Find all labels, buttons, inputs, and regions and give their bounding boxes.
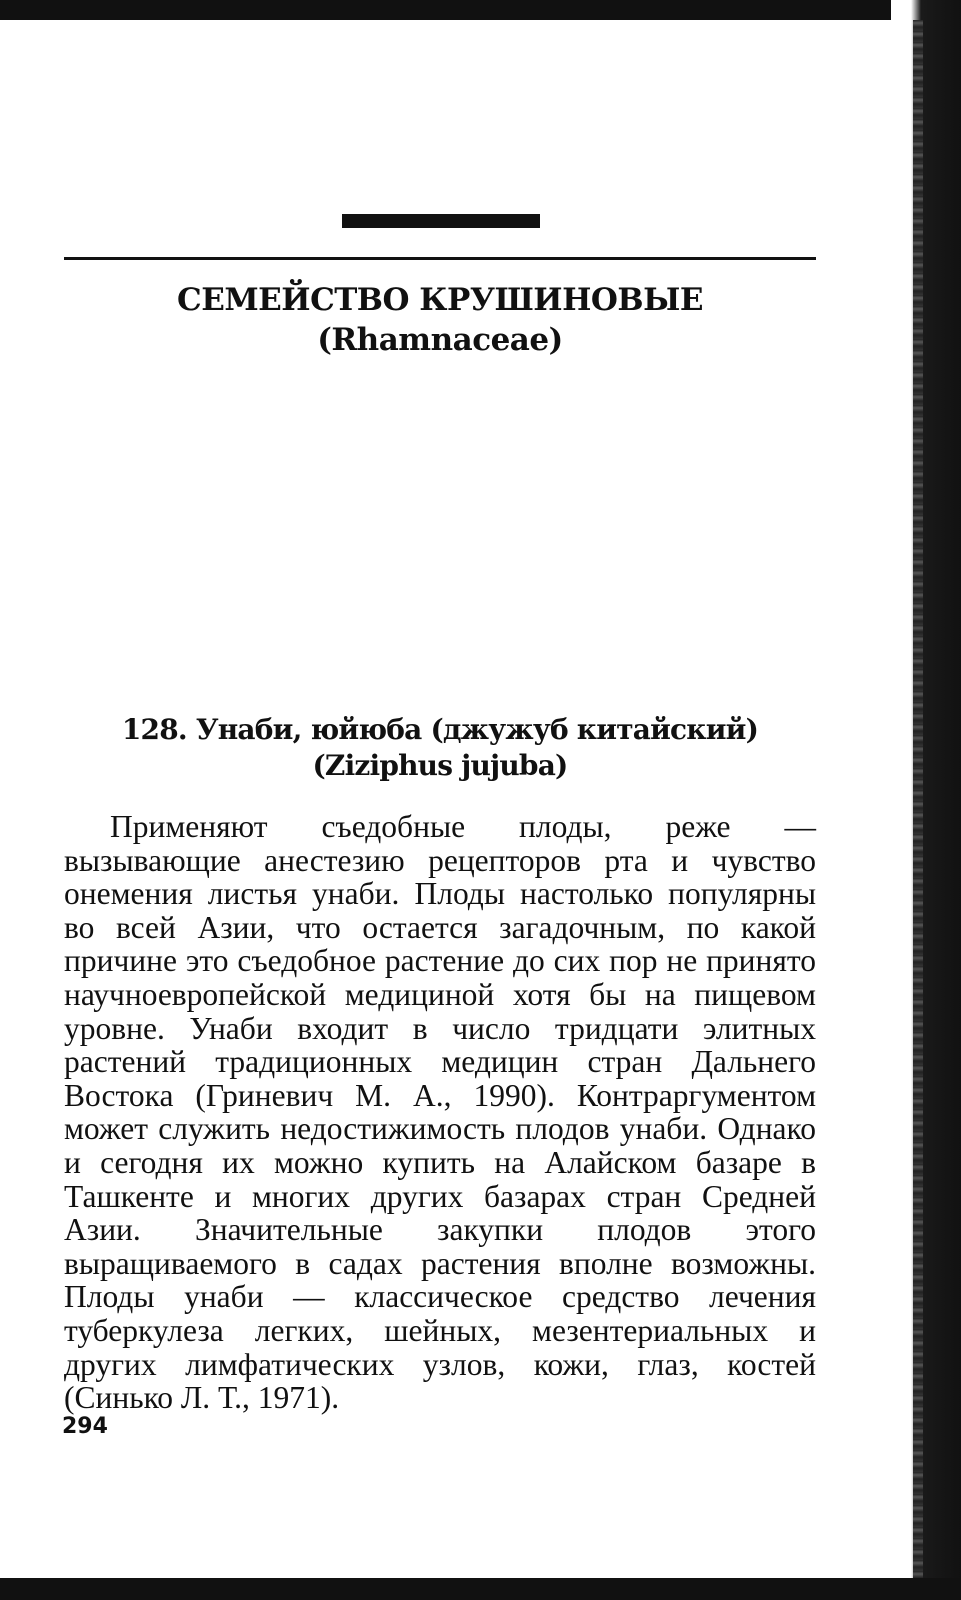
book-binding-shadow bbox=[913, 20, 923, 1580]
chapter-latin-name: (Rhamnaceae) bbox=[317, 322, 563, 358]
book-page bbox=[0, 20, 905, 1578]
chapter-title: СЕМЕЙСТВО КРУШИНОВЫЕ bbox=[177, 282, 703, 318]
chapter-ornament-bar bbox=[342, 214, 540, 228]
entry-heading bbox=[64, 712, 816, 784]
scan-top-edge bbox=[0, 0, 900, 20]
entry-title: 128. Унаби, юйюба (джужуб китайский) bbox=[121, 713, 759, 746]
entry-body-paragraph: Применяют съедобные плоды, реже — вызывающие анестезию рецепторов рта и чувство онемения листья унаби. Плоды настолько популярны во всей Азии, что остается загадочным, по какой причине это съедобное растение до сих пор не принято научноевропейской медициной хотя бы на пищевом уровне. Унаби входит в число тридцати элитных растений традиционных медицин стран Дальнего Востока (Гриневич М. А., 1990). Контраргументом может служить недостижимость плодов унаби. Однако и сегодня их можно купить на Алайском базаре в Ташкенте и многих других базарах стран Средней Азии. Значительные закупки плодов этого выращиваемого в садах растения вполне возможны. Плоды унаби — классическое средство лечения туберкулеза легких, шейных, мезентериальных и других лимфатических узлов, кожи, глаз, костей (Синько Л. Т., 1971). bbox=[64, 809, 816, 1416]
chapter-rule bbox=[64, 257, 816, 260]
page-number: 294 bbox=[62, 1414, 108, 1439]
scan-bottom-edge bbox=[0, 1578, 961, 1600]
chapter-heading bbox=[64, 280, 816, 360]
entry-latin-name: (Ziziphus jujuba) bbox=[312, 749, 568, 782]
